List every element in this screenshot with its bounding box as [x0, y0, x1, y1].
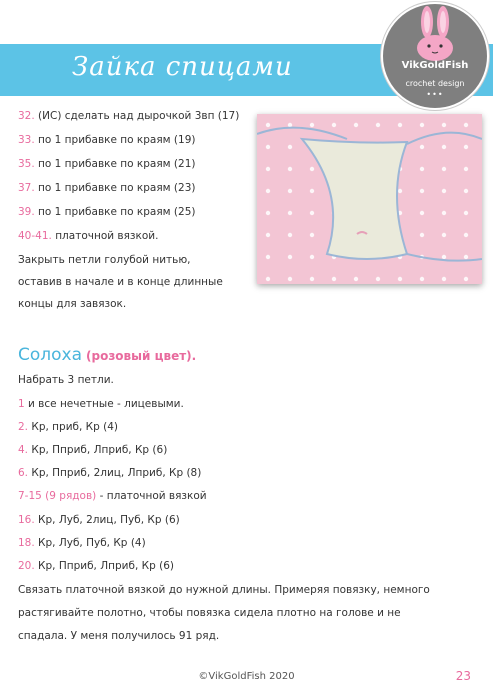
instruction-row: 7-15 (9 рядов) - платочной вязкой	[18, 490, 207, 502]
instruction-row: 20. Кр, Пприб, Лприб, Кр (6)	[18, 560, 174, 572]
logo-dots: •••	[426, 90, 444, 99]
section-heading: Солоха (розовый цвет).	[18, 345, 197, 365]
logo-subtitle: crochet design	[405, 79, 465, 88]
instruction-row: 39. по 1 прибавке по краям (25)	[18, 206, 196, 218]
instruction-row: 18. Кр, Луб, Пуб, Кр (4)	[18, 537, 146, 549]
knitted-piece-image	[257, 114, 482, 284]
instruction-row: концы для завязок.	[18, 298, 127, 310]
page-number: 23	[455, 669, 471, 683]
instruction-row: 1 и все нечетные - лицевыми.	[18, 398, 184, 410]
instruction-row: оставив в начале и в конце длинные	[18, 276, 223, 288]
instruction-row: Закрыть петли голубой нитью,	[18, 254, 191, 266]
instruction-row: 32. (ИС) сделать над дырочкой 3вп (17)	[18, 110, 240, 122]
instruction-row: 16. Кр, Луб, 2лиц, Пуб, Кр (6)	[18, 514, 180, 526]
instruction-row: 6. Кр, Пприб, 2лиц, Лприб, Кр (8)	[18, 467, 202, 479]
instruction-row: 4. Кр, Пприб, Лприб, Кр (6)	[18, 444, 168, 456]
instruction-paragraph: Связать платочной вязкой до нужной длины. Примеряя повязку, немного	[18, 584, 430, 596]
instruction-row: 33. по 1 прибавке по краям (19)	[18, 134, 196, 146]
instruction-paragraph: растягивайте полотно, чтобы повязка сидела плотно на голове и не	[18, 607, 401, 619]
bunny-icon	[413, 6, 457, 62]
knitted-piece-photo	[257, 114, 482, 284]
page-title: Зайка спицами	[72, 52, 293, 82]
footer-copyright: ©VikGoldFish 2020	[198, 671, 295, 682]
instruction-row: 40-41. платочной вязкой.	[18, 230, 159, 242]
instruction-row: 37. по 1 прибавке по краям (23)	[18, 182, 196, 194]
logo-badge	[381, 2, 489, 110]
instruction-paragraph: спадала. У меня получилось 91 ряд.	[18, 630, 220, 642]
instruction-row: 35. по 1 прибавке по краям (21)	[18, 158, 196, 170]
instruction-row: Набрать 3 петли.	[18, 374, 114, 386]
instruction-row: 2. Кр, приб, Кр (4)	[18, 421, 118, 433]
logo-name: VikGoldFish	[401, 60, 469, 71]
